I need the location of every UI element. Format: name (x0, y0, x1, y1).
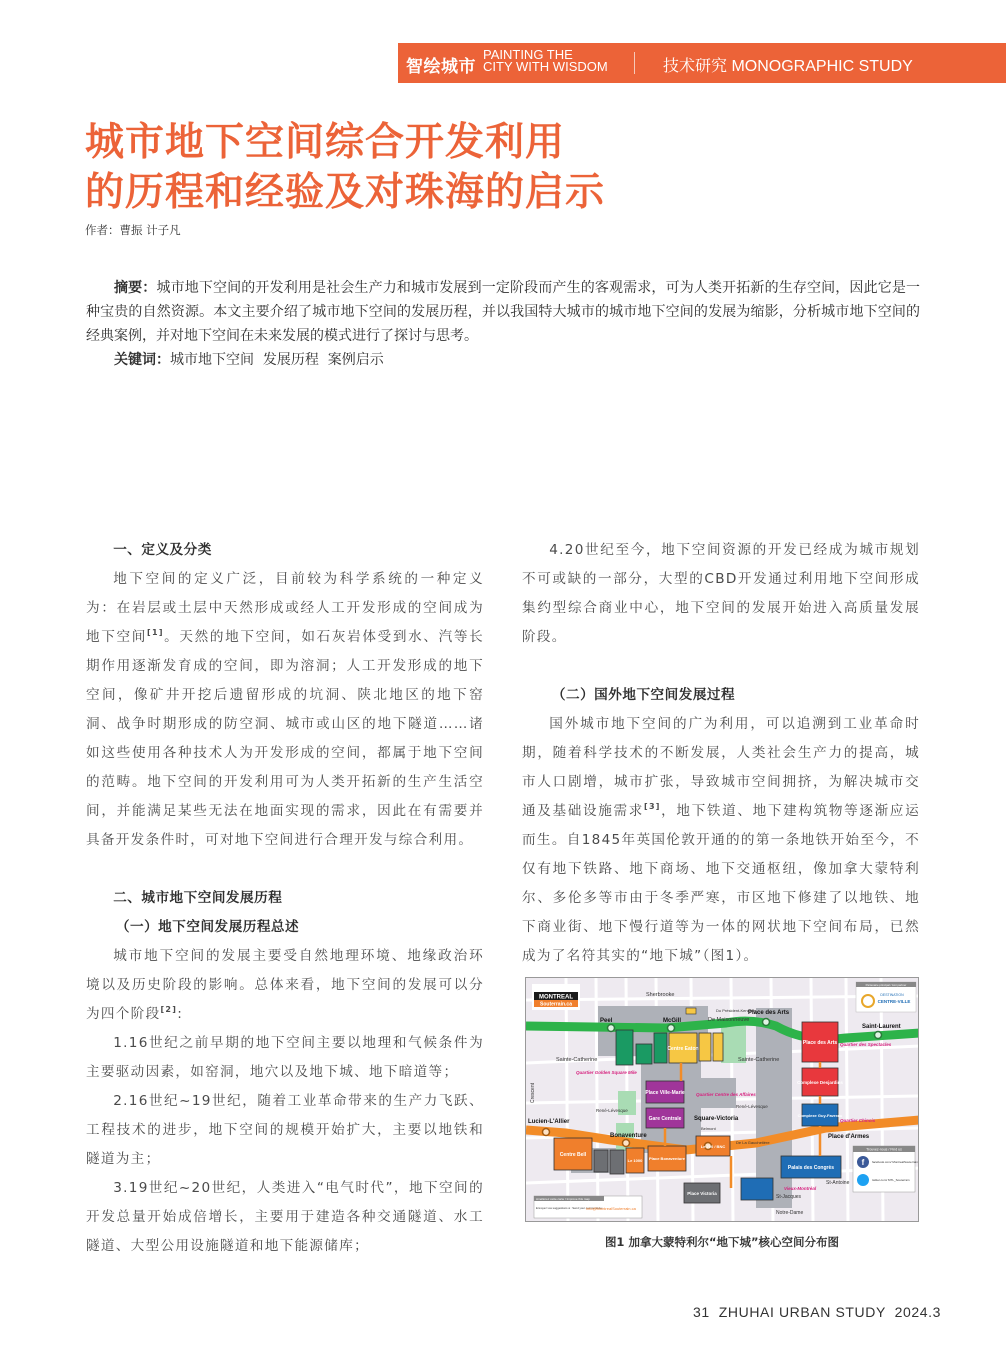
facebook-glyph: f (861, 1158, 865, 1167)
station-square-victoria-label: Square-Victoria (694, 1116, 739, 1122)
street-de-maisonneuve: De Maisonneuve (708, 1017, 750, 1023)
building-promenades-cathedrale[interactable] (699, 1033, 711, 1061)
reference-marker[interactable]: [3] (643, 802, 661, 811)
destination-header: Partenaire principal / Ami partner (865, 983, 907, 987)
paragraph-text: 城市地下空间的发展主要受自然地理环境、地缘政治环境以及历史阶段的影响。总体来看，地下空间的发展可以分为四个阶段 (86, 948, 484, 1022)
label-place-ville-marie: Place Ville-Marie (645, 1090, 685, 1096)
page-footer: 31 ZHUHAI URBAN STUDY 2024.3 (693, 1304, 942, 1320)
figure-caption: 图1 加拿大蒙特利尔“地下城”核心空间分布图 (604, 1235, 840, 1249)
street-rene-levesque-east: René-Lévesque (736, 1104, 768, 1109)
section-2-heading: 二、城市地下空间发展历程 (113, 890, 283, 906)
station-mcgill-label: McGill (663, 1018, 682, 1024)
stage-1-paragraph: 1.16世纪之前早期的地下空间主要以地理和气候条件为主要驱动因素，如窑洞，地穴以及地下城、地下暗道等； (86, 1035, 484, 1080)
spacer (522, 652, 920, 681)
street-crescent: Crescent (530, 1082, 536, 1103)
paragraph-text: ，地下铁道、地下建构筑物等逐渐应运而生。自1845年英国伦敦开通的的第一条地铁开始至今，不仅有地下铁路、地下商场、地下交通枢纽，像加拿大蒙特利尔、多伦多等市由于冬季严寒，市区地下修建了以地铁、地下商业街、地下慢行道等为一体的网状地下空间布局，已然成为了名符其实的“地下城”（图1）。 (522, 803, 920, 964)
destination-name: CENTRE-VILLE (877, 999, 911, 1004)
stage-4-paragraph: 4.20世纪至今，地下空间资源的开发已经成为城市规划不可或缺的一部分，大型的CBD开发通过利用地下空间形成集约型综合商业中心，地下空间的发展开始进入高质量发展阶段。 (522, 542, 920, 645)
district-centre-affaires: Quartier Centre des Affaires (696, 1092, 756, 1097)
street-st-jacques: St-Jacques (776, 1194, 802, 1200)
label-centre-eaton: Centre Eaton (667, 1046, 699, 1052)
section-label: 技术研究 MONOGRAPHIC STUDY (663, 58, 913, 75)
label-le-1000: Le 1000 (627, 1158, 643, 1163)
montreal-souterrain-logo (532, 984, 580, 1010)
street-president-kennedy: Du Président-Kennedy (716, 1008, 757, 1013)
overview-paragraph (86, 942, 484, 1029)
label-palais-des-congres: Palais des Congrès (787, 1165, 835, 1171)
district-vieux-montreal: Vieux-Montréal (784, 1186, 817, 1191)
station-place-des-arts-label: Place des Arts (748, 1010, 790, 1016)
keywords-text: 城市地下空间 发展历程 案例启示 (170, 352, 384, 368)
paragraph-text: 。天然的地下空间，如石灰岩体受到水、汽等长期作用逐渐发育成的空间，即为溶洞；人工开发形成的地下空间，像矿井开挖后遗留形成的坑洞、陕北地区的地下窑洞、战争时期形成的防空洞、城市或山区的地下隧道……诸如这些使用各种技术人为开发形成的空间，都属于地下空间的范畴。地下空间的开发利用可为人类开拓新的生产生活空间，并能满足某些无法在地面实现的需求，因此在有需要并具备开发条件时，可对地下空间进行合理开发与综合利用。 (86, 629, 484, 848)
paragraph-text: 国外城市地下空间的广为利用，可以追溯到工业革命时期，随着科学技术的不断发展，人类社会生产力的提高，城市人口剧增，城市扩张，导致城市空间拥挤，为解决城市交通及基础设施需求 (522, 716, 920, 819)
header-divider (634, 52, 635, 74)
social-media-box (853, 1146, 918, 1192)
abstract-text: 城市地下空间的开发利用是社会生产力和城市发展到一定阶段而产生的客观需求，可为人类开拓新的生存空间，因此它是一种宝贵的自然资源。本文主要介绍了城市地下空间的发展历程，并以我国特大城市的城市地下空间的发展为缩影，分析城市地下空间的经典案例，并对地下空间在未来发展的模式进行了探讨与思考。 (86, 280, 921, 344)
facebook-link[interactable]: facebook.com/ MontrealSouterrain (872, 1160, 918, 1164)
feedback-header: Améliorez cette carte / Improve this map (536, 1197, 590, 1201)
station-bonaventure-label: Bonaventure (610, 1133, 647, 1139)
building-musee-mccord[interactable] (686, 1008, 696, 1014)
paragraph-text: 地下空间的定义广泛，目前较为科学系统的一种定义为：在岩层或土层中天然形成或经人工开发形成的空间成为地下空间 (86, 571, 484, 645)
stage-2-paragraph: 2.16世纪~19世纪，随着工业革命带来的生产力飞跃、工程技术的进步，地下空间的规模开始扩大，主要以地铁和隧道为主； (86, 1093, 484, 1167)
feedback-email[interactable]: info@MontrealSouterrain.ca (586, 1206, 636, 1211)
left-column (86, 536, 484, 1261)
building-centre-commerce-mondial[interactable] (741, 1178, 773, 1200)
foreign-development-paragraph (522, 710, 920, 971)
street-sainte-catherine: Sainte-Catherine (556, 1057, 598, 1063)
label-place-des-arts: Place des Arts (802, 1040, 838, 1046)
twitter-link[interactable]: twitter.com/ MTL_Souterrain (872, 1178, 910, 1182)
abstract-block (86, 276, 920, 372)
building-place-mtl-trust[interactable] (654, 1033, 667, 1063)
column-name-en-line2: CITY WITH WISDOM (483, 59, 608, 74)
street-sherbrooke: Sherbrooke (646, 992, 675, 998)
street-gauchetiere: De La Gauchetière (736, 1140, 770, 1145)
feedback-box (534, 1196, 642, 1218)
article-title (85, 118, 605, 218)
station-saint-laurent-label: Saint-Laurent (862, 1024, 901, 1030)
reference-marker[interactable]: [1] (147, 628, 164, 637)
section-1-paragraph (86, 565, 484, 855)
station-lucien-lallier-label: Lucien-L'Allier (528, 1119, 570, 1125)
stage-3-paragraph: 3.19世纪~20世纪，人类进入“电气时代”，地下空间的开发总量开始成倍增长，主要用于建造各种交通隧道、水工隧道、大型公用设施隧道和地下能源储库； (86, 1180, 484, 1254)
label-complexe-desjardins: Complexe Desjardins (797, 1080, 843, 1085)
column-header-band (398, 43, 1006, 83)
right-column (522, 536, 920, 971)
logo-line2: Souterrain.ca (540, 1001, 572, 1008)
station-peel-label: Peel (600, 1018, 613, 1024)
district-spectacles: Quartier des Spectacles (840, 1042, 892, 1047)
street-st-antoine: St-Antoine (826, 1180, 850, 1186)
subsection-2-heading: （二）国外地下空间发展过程 (551, 687, 736, 703)
social-header: Trouvez-nous / Find us (866, 1147, 902, 1152)
street-notre-dame: Notre-Dame (776, 1210, 804, 1216)
paragraph-text: : (177, 1006, 184, 1022)
district-chinois: Quartier Chinois (840, 1118, 876, 1123)
destination-label: DESTINATION (880, 993, 904, 997)
district-golden-square-mile: Quartier Golden Square Mile (576, 1070, 637, 1075)
spacer (86, 855, 484, 884)
street-sainte-catherine-east: Sainte-Catherine (738, 1057, 780, 1063)
logo-line1: MONTREAL (539, 994, 573, 1001)
street-belmont: Belmont (701, 1126, 716, 1131)
twitter-icon[interactable] (857, 1174, 869, 1186)
montreal-underground-map (525, 977, 919, 1222)
title-line-2: 的历程和经验及对珠海的启示 (85, 170, 606, 215)
destination-centre-ville-logo (856, 982, 916, 1012)
label-centre-bell: Centre Bell (559, 1152, 587, 1158)
label-place-bonaventure: Place Bonaventure (648, 1156, 686, 1161)
building-carrefour-ind-all[interactable] (636, 1044, 652, 1064)
label-complexe-guy-favreau: Complexe Guy-Favreau (797, 1113, 843, 1118)
abstract-paragraph (86, 276, 920, 348)
author-line: 作者：曹振 计子凡 (85, 223, 181, 237)
building-cours-mont-royal[interactable] (616, 1030, 633, 1065)
building-place-du-canada[interactable] (610, 1150, 624, 1174)
label-place-victoria: Place Victoria (687, 1191, 717, 1196)
station-place-darmes-label: Place d'Armes (828, 1134, 870, 1140)
column-name-en-line1: PAINTING THE (483, 47, 573, 62)
label-gare-centrale: Gare Centrale (648, 1116, 682, 1122)
reference-marker[interactable]: [2] (160, 1005, 178, 1014)
street-rene-levesque: René-Lévesque (596, 1108, 628, 1113)
column-name-cn: 智绘城市 (406, 57, 476, 77)
label-le-700-bnc: Le 700 / BNC (700, 1144, 726, 1149)
abstract-label: 摘要： (114, 280, 157, 296)
column-name-en (483, 49, 608, 73)
section-1-heading: 一、定义及分类 (113, 542, 212, 558)
building-gare-windsor[interactable] (594, 1150, 608, 1172)
keywords-label: 关键词： (114, 352, 170, 368)
feedback-text: Envoyez vos suggestions à : Send your comments to: (536, 1206, 603, 1210)
keywords-line (114, 348, 920, 372)
title-line-1: 城市地下空间综合开发利用 (85, 120, 566, 165)
building-la-baie[interactable] (713, 1033, 723, 1061)
subsection-1-heading: （一）地下空间发展历程总述 (115, 919, 300, 935)
